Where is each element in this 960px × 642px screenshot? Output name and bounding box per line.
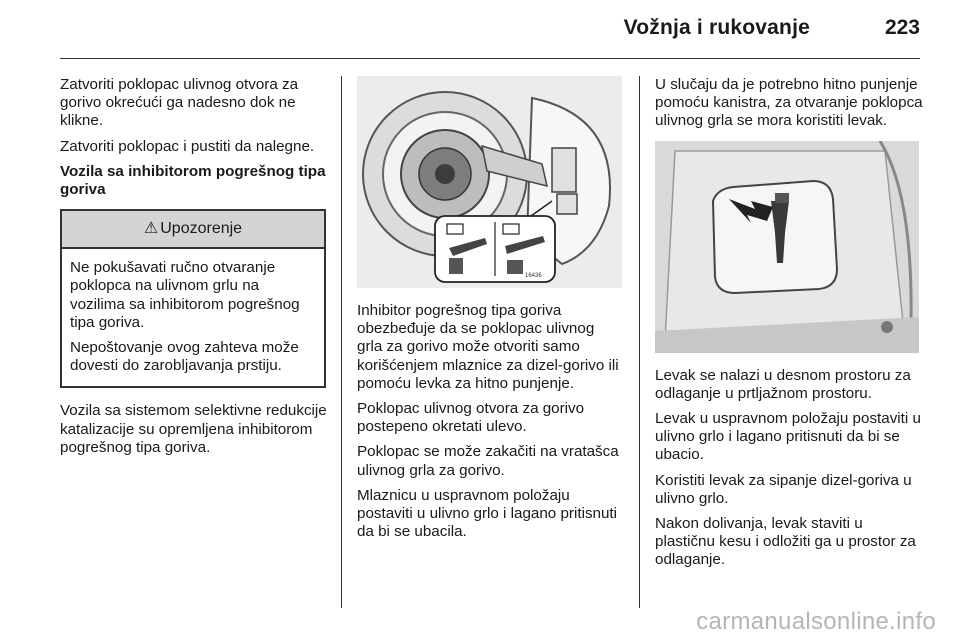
page-number: 223 [884,16,920,39]
warning-body [62,249,324,386]
paragraph: Koristiti levak za sipanje dizel-goriva u ulivno grlo. [655,471,912,507]
warning-box [60,209,326,388]
header-rule [60,58,920,59]
warning-paragraph: Nepoštovanje ovog zahteva može dovesti do zarobljavanja prstiju. [70,339,299,375]
paragraph: Zatvoriti poklopac ulivnog otvora za gorivo okrećući ga nadesno dok ne klikne. [60,76,299,130]
column-divider-2 [639,76,640,608]
warning-title: Upozorenje [160,220,243,238]
paragraph: Levak u uspravnom položaju postaviti u ulivno grlo i lagano pritisnuti da bi se ubacio. [655,410,921,464]
figure-code: 16436 [525,273,542,279]
column-divider-1 [341,76,342,608]
paragraph: Zatvoriti poklopac i pustiti da nalegne. [60,137,315,155]
paragraph: Poklopac ulivnog otvora za gorivo postepeno okretati ulevo. [357,400,585,436]
section-heading: Vozila sa inhibitorom pogrešnog tipa goriva [60,162,326,199]
paragraph: U slučaju da je potrebno hitno punjenje pomoću kanistra, za otvaranje poklopca ulivnog grla se mora koristiti levak. [655,76,923,130]
paragraph: Levak se nalazi u desnom prostoru za odlaganje u prtljažnom prostoru. [655,366,911,402]
fuel-filler-illustration [357,76,622,288]
column-1 [60,76,328,464]
paragraph: Poklopac se može zakačiti na vratašca ulivnog grla za gorivo. [357,443,619,479]
page-title: Vožnja i rukovanje [623,16,810,39]
column-2 [357,76,622,548]
column-3 [655,76,923,577]
paragraph: Vozila sa sistemom selektivne redukcije katalizacije su opremljena inhibitorom pogrešnog tipa goriva. [60,402,327,456]
warning-header [62,211,324,249]
paragraph: Inhibitor pogrešnog tipa goriva obezbeđuje da se poklopac ulivnog grla za gorivo može otvoriti samo korišćenjem mlaznice za dizel-gorivo ili pomoću levka za hitno punjenje. [357,302,619,392]
paragraph: Nakon dolivanja, levak staviti u plastičnu kesu i odložiti ga u prostor za odlaganje. [655,515,916,569]
paragraph: Mlaznicu u uspravnom položaju postaviti u ulivno grlo i lagano pritisnuti da bi se ubacila. [357,486,618,541]
luggage-compartment-illustration [655,141,919,353]
warning-triangle-icon: ⚠ [143,220,159,238]
watermark: carmanualsonline.info [696,608,936,635]
warning-paragraph: Ne pokušavati ručno otvaranje poklopca na ulivnom grlu na vozilima sa inhibitorom pogrešnog tipa goriva. [70,259,300,331]
